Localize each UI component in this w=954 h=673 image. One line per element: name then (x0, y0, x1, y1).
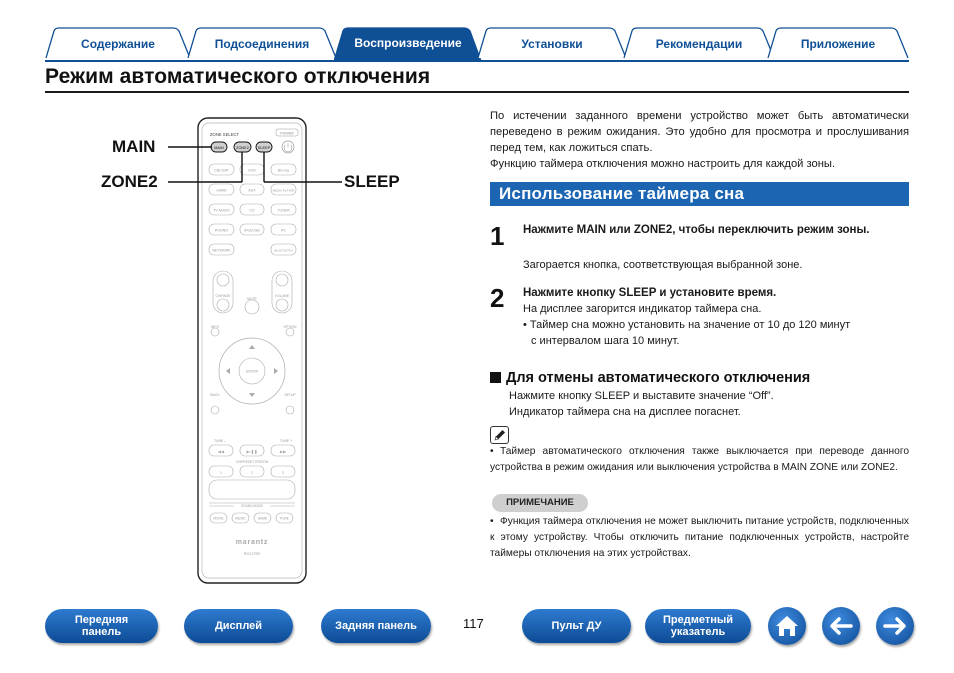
intro-paragraph: По истечении заданного времени устройство может быть автоматически переведено в режим ожидания. Это удобно для просмотра и прослушивания перед тем, как ложиться спать. (490, 110, 909, 154)
note-badge: ПРИМЕЧАНИЕ (492, 494, 588, 512)
index-button[interactable]: Предметный указатель (645, 609, 751, 643)
arrow-left-icon[interactable] (822, 607, 860, 645)
tab-contents[interactable]: Содержание (45, 27, 191, 59)
svg-text:BACK: BACK (210, 393, 220, 397)
svg-text:ZONE2: ZONE2 (236, 146, 249, 150)
step-title: Нажмите MAIN или ZONE2, чтобы переключить режим зоны. (523, 224, 870, 236)
svg-text:TUNER: TUNER (277, 208, 290, 213)
svg-text:NETWORK: NETWORK (212, 248, 231, 253)
svg-text:marantz: marantz (235, 539, 269, 546)
remote-illustration (96, 114, 416, 584)
front-panel-button[interactable]: Передняя панель (45, 609, 158, 643)
intro-zone-note: Функцию таймера отключения можно настроить для каждой зоны. (490, 158, 836, 170)
step-number: 2 (490, 283, 505, 313)
svg-text:AUX: AUX (248, 188, 256, 193)
svg-text:1: 1 (219, 470, 223, 475)
svg-text:TUNE +: TUNE + (279, 439, 293, 443)
svg-text:MUTE: MUTE (247, 297, 257, 301)
svg-text:CBL/SAT: CBL/SAT (214, 168, 229, 173)
step-text: • Таймер сна можно установить на значение от 10 до 120 минут (523, 319, 851, 331)
pencil-icon (490, 426, 509, 444)
step-text: Загорается кнопка, соответствующая выбранной зоне. (523, 259, 803, 271)
svg-text:MEDIA PLAYER: MEDIA PLAYER (272, 188, 295, 193)
top-tab-bar (45, 27, 909, 61)
tab-playback[interactable]: Воспроизведение (334, 27, 482, 59)
svg-text:▶/❚❚: ▶/❚❚ (246, 449, 258, 454)
svg-text:INFO: INFO (210, 325, 220, 329)
title-divider (45, 91, 909, 93)
svg-text:BLUETOOTH: BLUETOOTH (274, 248, 293, 253)
svg-text:◀◀: ◀◀ (217, 449, 225, 454)
remote-button[interactable]: Пульт ДУ (522, 609, 631, 643)
callout-main: MAIN (112, 137, 156, 156)
svg-text:CH/PRESET STATION: CH/PRESET STATION (235, 460, 269, 464)
svg-text:ENTER: ENTER (245, 369, 259, 374)
svg-text:SLEEP: SLEEP (257, 146, 271, 150)
svg-text:GAME: GAME (216, 188, 227, 193)
cancel-text: Индикатор таймера сна на дисплее погаснет. (509, 406, 741, 418)
svg-text:▶▶: ▶▶ (279, 449, 287, 454)
step-text: На дисплее загорится индикатор таймера сна. (523, 303, 762, 315)
step-title: Нажмите кнопку SLEEP и установите время. (523, 287, 777, 299)
tab-settings[interactable]: Установки (477, 27, 627, 59)
note-text: • Функция таймера отключения не может выключить питание устройств, подключенных к этому устройству. Чтобы отключить питание подключенных устройств, настройте таймеры отключения на этих устройствах. (490, 516, 909, 559)
cancel-heading: Для отмены автоматического отключения (490, 370, 810, 386)
svg-text:TUNE –: TUNE – (213, 439, 227, 443)
arrow-right-icon[interactable] (876, 607, 914, 645)
tab-underline (45, 60, 909, 62)
svg-text:ZONE SELECT: ZONE SELECT (210, 132, 240, 137)
svg-text:PHONO: PHONO (214, 228, 229, 233)
svg-text:MOVIE: MOVIE (213, 516, 224, 521)
svg-text:3: 3 (281, 470, 285, 475)
svg-text:2: 2 (250, 470, 254, 475)
svg-text:Blu-ray: Blu-ray (277, 168, 290, 173)
svg-text:SOUND MODE: SOUND MODE (241, 504, 263, 508)
svg-text:iPod/USB: iPod/USB (244, 228, 260, 233)
section-title: Использование таймера сна (499, 184, 745, 203)
step-text: с интервалом шага 10 минут. (531, 335, 680, 347)
tab-appendix[interactable]: Приложение (767, 27, 909, 59)
page-title: Режим автоматического отключения (45, 65, 431, 88)
svg-text:PC: PC (281, 228, 286, 233)
svg-text:CH/PAGE: CH/PAGE (215, 294, 231, 298)
svg-text:TV AUDIO: TV AUDIO (213, 208, 230, 213)
callout-zone2: ZONE2 (101, 172, 158, 191)
page-number: 117 (463, 616, 484, 631)
tab-tips[interactable]: Рекомендации (623, 27, 775, 59)
svg-text:VOLUME: VOLUME (274, 294, 290, 298)
cancel-text: Нажмите кнопку SLEEP и выставите значение “Off”. (509, 390, 774, 402)
svg-text:OPTION: OPTION (283, 325, 297, 329)
svg-text:MAIN: MAIN (214, 146, 224, 150)
svg-text:MUSIC: MUSIC (235, 516, 246, 521)
section-heading-bar (490, 182, 909, 206)
rear-panel-button[interactable]: Задняя панель (321, 609, 431, 643)
intro-text (490, 108, 909, 172)
svg-text:PURE: PURE (280, 516, 289, 521)
step-number: 1 (490, 221, 505, 251)
home-icon[interactable] (768, 607, 806, 645)
display-button[interactable]: Дисплей (184, 609, 293, 643)
svg-text:SETUP: SETUP (284, 393, 296, 397)
svg-text:CD: CD (249, 208, 255, 213)
square-bullet-icon (490, 372, 501, 383)
callout-sleep: SLEEP (344, 172, 400, 191)
svg-text:RC017SR: RC017SR (243, 552, 261, 556)
tab-connections[interactable]: Подсоединения (187, 27, 337, 59)
svg-text:GAME: GAME (257, 516, 268, 521)
tip-text: • Таймер автоматического отключения также выключается при переводе данного устройства в режим ожидания или выключения устройства в MAIN ZONE или ZONE2. (490, 446, 909, 473)
svg-text:POWER: POWER (280, 131, 294, 136)
svg-text:DVD: DVD (248, 168, 256, 173)
